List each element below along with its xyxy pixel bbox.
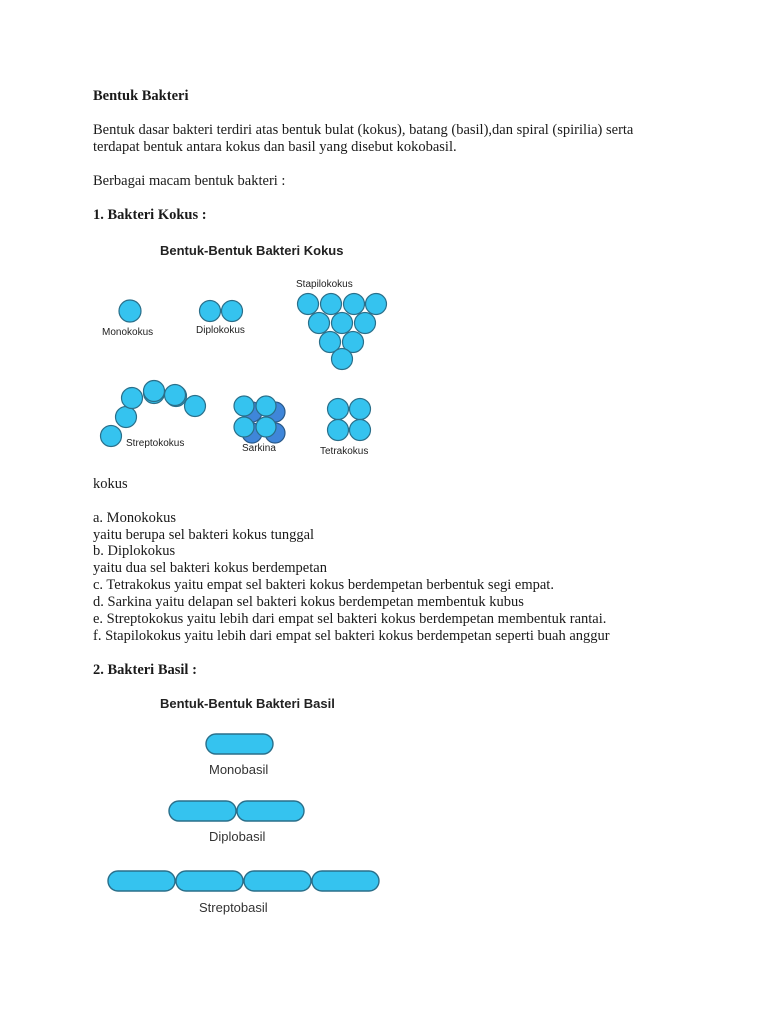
- sarkina-cluster: [234, 396, 285, 443]
- streptobasil-cell: [312, 871, 379, 891]
- diplobasil-cell: [237, 801, 304, 821]
- section-1-title: 1. Bakteri Kokus :: [93, 207, 207, 223]
- kokus-figure-title: Bentuk-Bentuk Bakteri Kokus: [160, 243, 344, 258]
- streptobasil-label: Streptobasil: [199, 900, 268, 915]
- tetrakokus-cluster: [328, 399, 371, 441]
- sarkina-label: Sarkina: [242, 443, 276, 454]
- kokus-item: yaitu berupa sel bakteri kokus tunggal: [93, 527, 315, 543]
- kokus-item: c. Tetrakokus yaitu empat sel bakteri kokus berdempetan berbentuk segi empat.: [93, 577, 554, 593]
- kokus-diagram: [90, 265, 390, 465]
- streptobasil-cell: [108, 871, 175, 891]
- diplobasil-cell: [169, 801, 236, 821]
- streptobasil-cell: [244, 871, 311, 891]
- kokus-item: yaitu dua sel bakteri kokus berdempetan: [93, 560, 327, 576]
- monokokus-cell: [119, 300, 141, 322]
- kokus-caption: kokus: [93, 476, 128, 492]
- basil-figure-title: Bentuk-Bentuk Bakteri Basil: [160, 696, 335, 711]
- kokus-item: e. Streptokokus yaitu lebih dari empat sel bakteri kokus berdempetan membentuk rantai.: [93, 611, 607, 627]
- intro-line-2: terdapat bentuk antara kokus dan basil yang disebut kokobasil.: [93, 139, 457, 155]
- streptokokus-label: Streptokokus: [126, 438, 185, 449]
- kokus-item: f. Stapilokokus yaitu lebih dari empat sel bakteri kokus berdempetan seperti buah anggur: [93, 628, 610, 644]
- kokus-item: a. Monokokus: [93, 510, 176, 526]
- section-2-title: 2. Bakteri Basil :: [93, 662, 197, 678]
- stapilokokus-label: Stapilokokus: [296, 279, 353, 290]
- diplobasil-label: Diplobasil: [209, 829, 266, 844]
- tetrakokus-label: Tetrakokus: [320, 446, 369, 457]
- types-intro: Berbagai macam bentuk bakteri :: [93, 173, 286, 189]
- document-heading: Bentuk Bakteri: [93, 88, 189, 104]
- diplokokus-label: Diplokokus: [196, 325, 245, 336]
- diplokokus-cell: [222, 301, 243, 322]
- kokus-item: b. Diplokokus: [93, 543, 176, 559]
- streptokokus-chain: [101, 381, 206, 447]
- intro-line-1: Bentuk dasar bakteri terdiri atas bentuk bulat (kokus), batang (basil),dan spiral (spirilia) serta: [93, 122, 634, 138]
- basil-diagram: [100, 725, 400, 925]
- kokus-item: d. Sarkina yaitu delapan sel bakteri kokus berdempetan membentuk kubus: [93, 594, 524, 610]
- streptobasil-cell: [176, 871, 243, 891]
- diplokokus-cell: [200, 301, 221, 322]
- stapilokokus-cluster: [298, 294, 387, 370]
- monobasil-cell: [206, 734, 273, 754]
- monobasil-label: Monobasil: [209, 762, 269, 777]
- monokokus-label: Monokokus: [102, 327, 154, 338]
